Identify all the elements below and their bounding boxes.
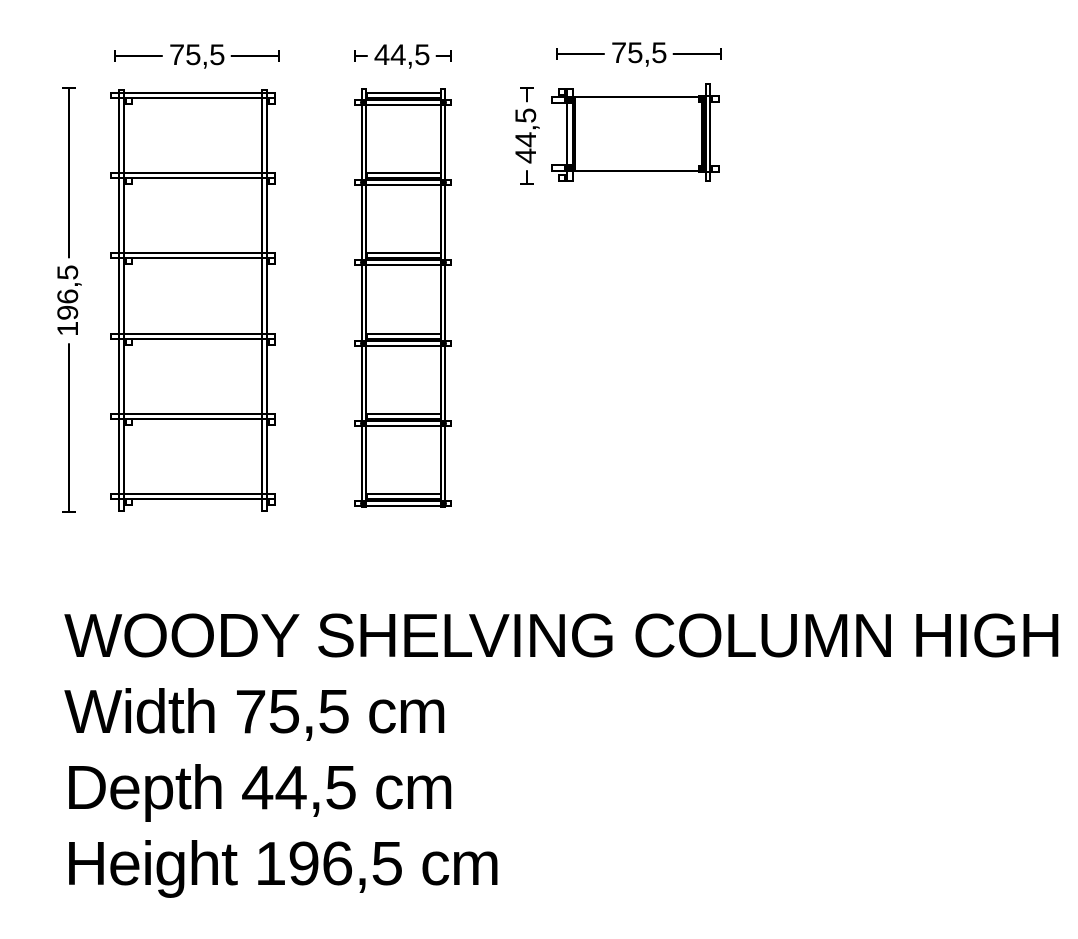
front-shelf <box>110 413 276 420</box>
side-post-left <box>361 88 367 508</box>
top-width-dimension-tick-right <box>720 48 722 60</box>
front-width-label: 75,5 <box>163 41 231 71</box>
shelf-bracket <box>125 338 133 346</box>
side-depth-dimension-tick-right <box>450 50 452 62</box>
top-shelf-surface <box>574 96 703 172</box>
side-shelf-crossbar <box>354 99 452 106</box>
side-depth-label: 44,5 <box>368 41 436 71</box>
shelf-bracket <box>268 177 276 185</box>
top-fastener-square <box>698 95 706 103</box>
side-shelf-board <box>366 333 442 340</box>
side-depth-dimension-tick-left <box>354 50 356 62</box>
side-shelf-crossbar <box>354 259 452 266</box>
front-shelf <box>110 252 276 259</box>
top-corner-tab <box>551 164 566 172</box>
shelf-bracket <box>125 257 133 265</box>
shelf-bracket <box>268 97 276 105</box>
front-height-dimension-cap-bottom <box>62 511 76 513</box>
shelf-bracket <box>125 97 133 105</box>
shelf-bracket <box>268 338 276 346</box>
spec-line-width: Width 75,5 cm <box>64 678 448 747</box>
top-corner-tab <box>711 165 720 173</box>
shelf-bracket <box>268 498 276 506</box>
front-post-left <box>118 89 125 512</box>
front-post-right <box>261 89 268 512</box>
side-shelf-crossbar <box>354 500 452 507</box>
fastener-dot <box>360 420 367 427</box>
side-shelf-board <box>366 413 442 420</box>
fastener-dot <box>440 179 447 186</box>
side-shelf-crossbar <box>354 179 452 186</box>
top-fastener-square <box>698 165 706 173</box>
front-width-dimension-tick-right <box>278 50 280 62</box>
front-width-dimension-tick-left <box>114 50 116 62</box>
top-depth-dimension-cap-bottom <box>520 183 534 185</box>
side-shelf-board <box>366 92 442 99</box>
side-shelf-board <box>366 493 442 500</box>
front-shelf <box>110 493 276 500</box>
top-corner-tab <box>711 95 720 103</box>
fastener-dot <box>360 259 367 266</box>
side-shelf-board <box>366 252 442 259</box>
fastener-dot <box>440 99 447 106</box>
top-corner-tab <box>551 96 566 104</box>
fastener-dot <box>440 259 447 266</box>
top-fastener-square <box>566 96 574 104</box>
fastener-dot <box>360 179 367 186</box>
side-post-right <box>440 88 446 508</box>
fastener-dot <box>440 340 447 347</box>
product-title: WOODY SHELVING COLUMN HIGH <box>64 602 1063 671</box>
front-shelf <box>110 92 276 99</box>
fastener-dot <box>360 340 367 347</box>
front-shelf <box>110 172 276 179</box>
front-height-dimension-cap-top <box>62 87 76 89</box>
spec-line-height: Height 196,5 cm <box>64 830 501 899</box>
fastener-dot <box>360 500 367 507</box>
fastener-dot <box>440 500 447 507</box>
top-width-dimension-tick-left <box>556 48 558 60</box>
spec-text-block <box>64 599 1062 903</box>
side-shelf-crossbar <box>354 340 452 347</box>
spec-line-depth: Depth 44,5 cm <box>64 754 455 823</box>
top-width-label: 75,5 <box>605 39 673 69</box>
top-depth-dimension-cap-top <box>520 87 534 89</box>
shelf-bracket <box>268 257 276 265</box>
front-height-label: 196,5 <box>54 259 84 344</box>
top-post-stub <box>558 174 566 182</box>
shelf-bracket <box>125 418 133 426</box>
shelf-bracket <box>125 177 133 185</box>
side-shelf-crossbar <box>354 420 452 427</box>
top-fastener-square <box>566 164 574 172</box>
shelf-bracket <box>125 498 133 506</box>
shelf-bracket <box>268 418 276 426</box>
side-shelf-board <box>366 172 442 179</box>
top-post-stub <box>558 88 566 96</box>
fastener-dot <box>440 420 447 427</box>
fastener-dot <box>360 99 367 106</box>
top-depth-label: 44,5 <box>512 102 542 170</box>
front-shelf <box>110 333 276 340</box>
